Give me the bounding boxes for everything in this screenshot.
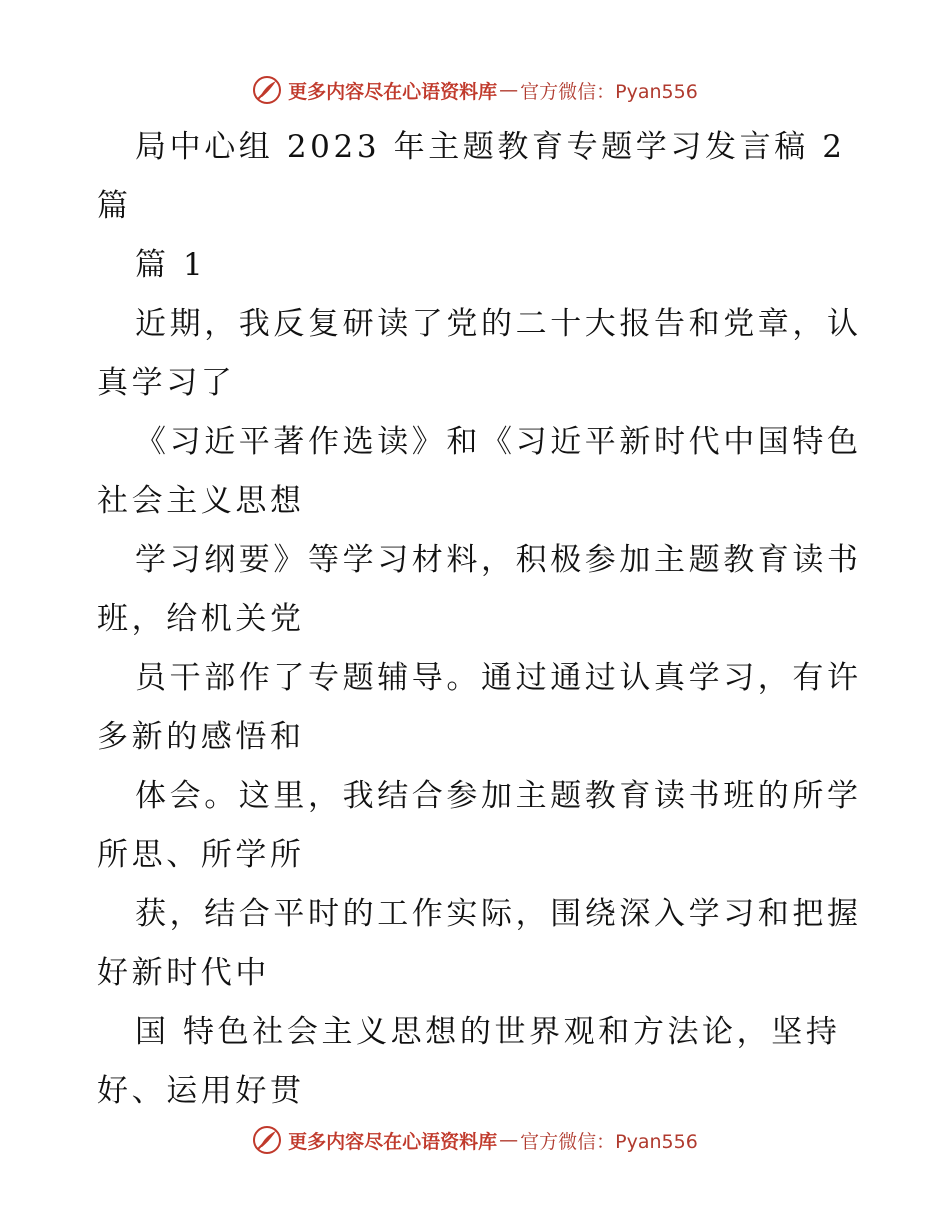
paragraph-line: 获，结合平时的工作实际，围绕深入学习和把握 (135, 896, 862, 932)
paragraph-line: 员干部作了专题辅导。通过通过认真学习，有许 (135, 660, 862, 696)
paragraph-line: 好新时代中 (97, 955, 270, 991)
paragraph-line: 《习近平著作选读》和《习近平新时代中国特色 (135, 424, 862, 460)
quill-logo-icon (252, 75, 282, 105)
paragraph-line: 近期，我反复研读了党的二十大报告和党章，认 (135, 306, 862, 342)
brand-text: 更多内容尽在心语资料库 (288, 80, 498, 103)
banner-dash: — (499, 79, 519, 101)
paragraph-line: 班，给机关党 (97, 601, 305, 637)
wechat-text: 官方微信：Pyan556 (520, 80, 698, 103)
paragraph-line: 所思、所学所 (97, 837, 305, 873)
paragraph-line: 社会主义思想 (97, 483, 305, 519)
footer-banner (0, 1122, 950, 1158)
brand-text: 更多内容尽在心语资料库 (288, 1130, 498, 1153)
banner-dash: — (499, 1129, 519, 1151)
quill-logo-icon (252, 1125, 282, 1155)
document-body (97, 118, 862, 1121)
section-heading: 篇 1 (135, 247, 207, 283)
header-banner (0, 72, 950, 108)
paragraph-line: 国 特色社会主义思想的世界观和方法论，坚持 (135, 1014, 841, 1050)
wechat-text: 官方微信：Pyan556 (520, 1130, 698, 1153)
paragraph-line: 体会。这里，我结合参加主题教育读书班的所学 (135, 778, 862, 814)
paragraph-line: 真学习了 (97, 365, 236, 401)
paragraph-line: 学习纲要》等学习材料，积极参加主题教育读书 (135, 542, 862, 578)
doc-title-line-1: 局中心组 2023 年主题教育专题学习发言稿 2 (135, 129, 846, 165)
paragraph-line: 好、运用好贯 (97, 1073, 305, 1109)
paragraph-line: 多新的感悟和 (97, 719, 305, 755)
doc-title-line-2: 篇 (97, 188, 132, 224)
